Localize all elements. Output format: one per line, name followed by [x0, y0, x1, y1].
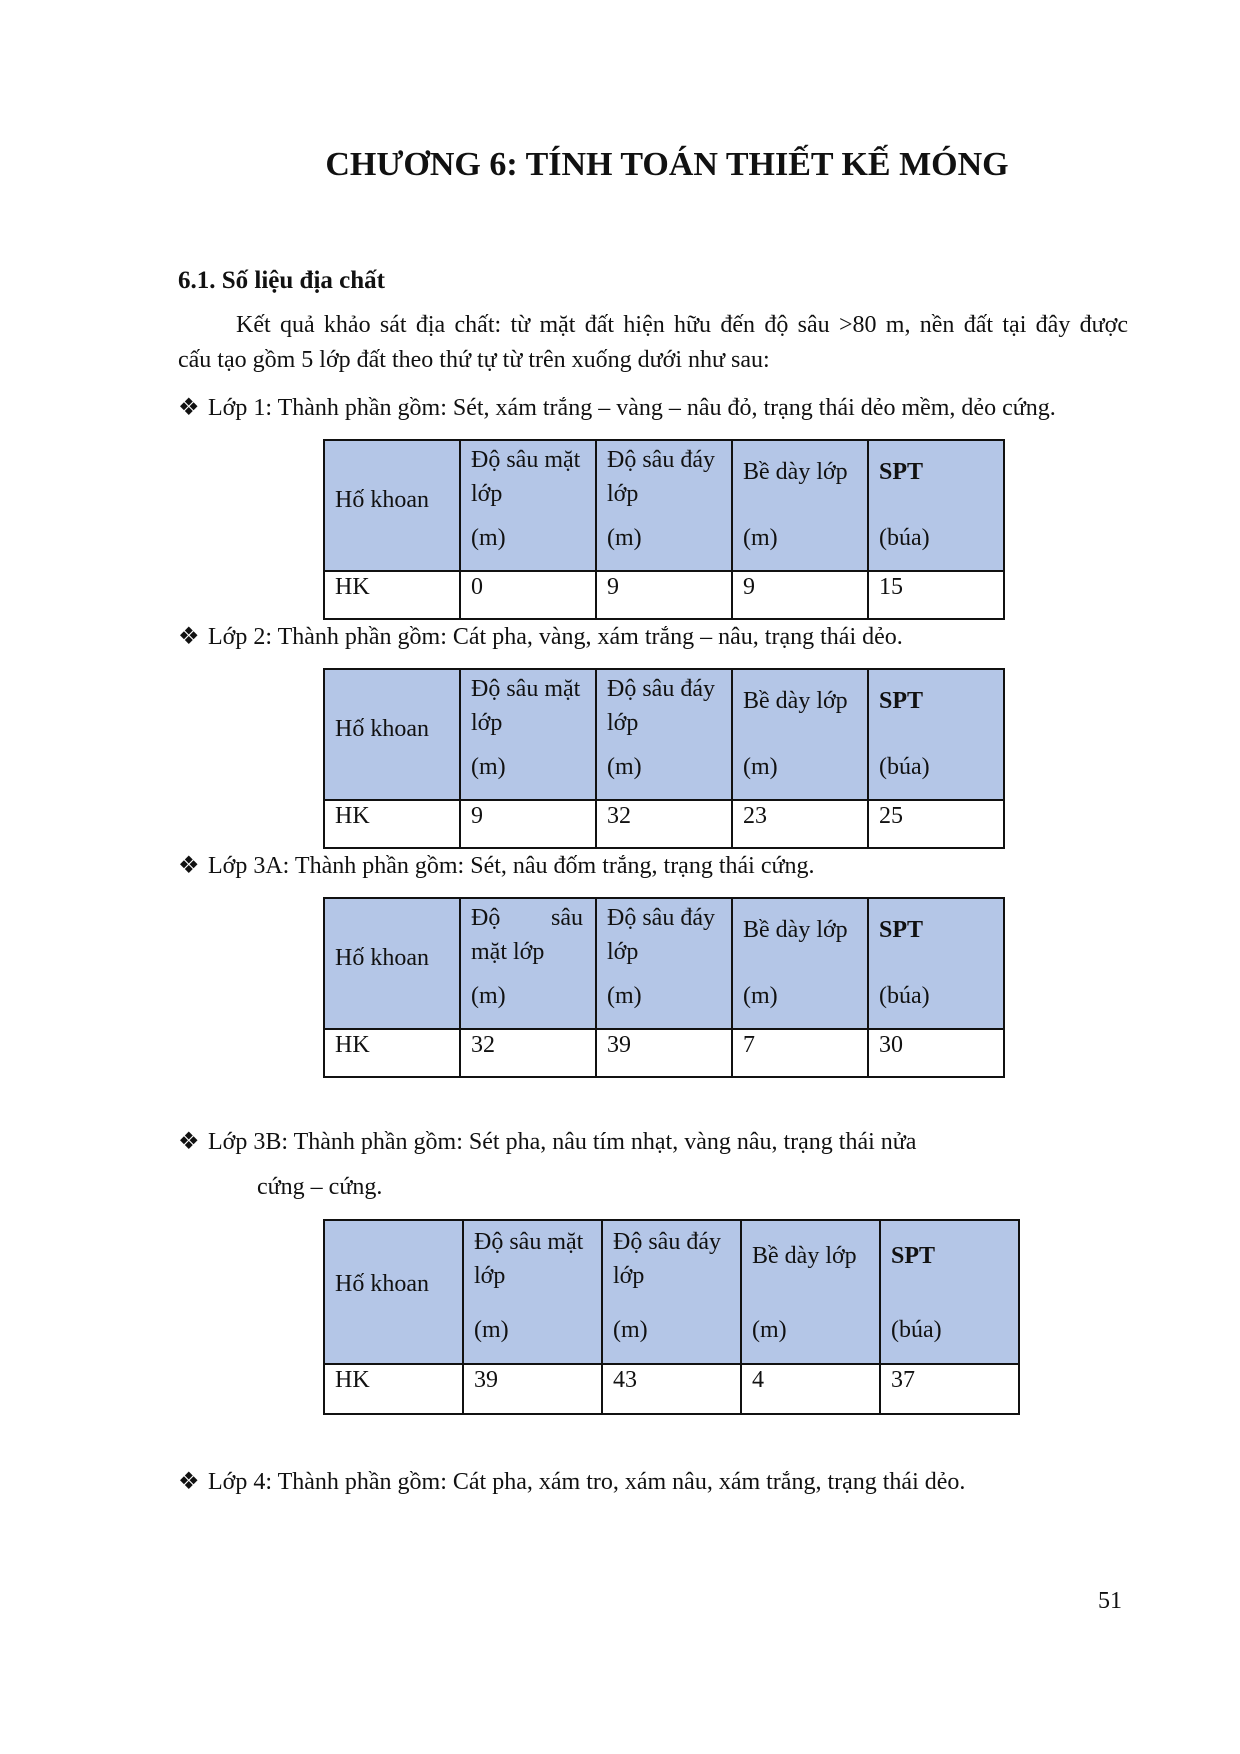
table-header-row	[324, 440, 1004, 571]
cell-thickness: 23	[732, 800, 868, 848]
header-bottom-depth: Độ sâu đáy lớp (m)	[596, 669, 732, 800]
header-spt: SPT (búa)	[868, 898, 1004, 1029]
layer-3a-label: Lớp 3A: Thành phần gồm: Sét, nâu đốm trắng, trạng thái cứng.	[208, 853, 815, 879]
layer-3b-table	[323, 1219, 1020, 1415]
cell-spt: 25	[868, 800, 1004, 848]
header-thickness: Bề dày lớp (m)	[732, 440, 868, 571]
cell-thickness: 9	[732, 571, 868, 619]
cell-bottom: 9	[596, 571, 732, 619]
layer-1-label: Lớp 1: Thành phần gồm: Sét, xám trắng – vàng – nâu đỏ, trạng thái dẻo mềm, dẻo cứng.	[208, 395, 1056, 421]
layer-4-label: Lớp 4: Thành phần gồm: Cát pha, xám tro, xám nâu, xám trắng, trạng thái dẻo.	[208, 1469, 966, 1495]
intro-line-1: Kết quả khảo sát địa chất: từ mặt đất hiện hữu đến độ sâu >80 m, nền đất tại đây được	[236, 312, 1128, 338]
cell-thickness: 7	[732, 1029, 868, 1077]
section-title: 6.1. Số liệu địa chất	[178, 267, 385, 294]
header-spt: SPT (búa)	[868, 669, 1004, 800]
cell-top: 32	[460, 1029, 596, 1077]
layer-2-table	[323, 668, 1005, 849]
layer-3a-table	[323, 897, 1005, 1078]
layer-3b-label-continued: cứng – cứng.	[257, 1174, 383, 1200]
layer-2-label: Lớp 2: Thành phần gồm: Cát pha, vàng, xám trắng – nâu, trạng thái dẻo.	[208, 624, 903, 650]
header-thickness: Bề dày lớp (m)	[732, 898, 868, 1029]
header-borehole: Hố khoan	[324, 669, 460, 800]
cell-borehole: HK	[324, 571, 460, 619]
table-row	[324, 571, 1004, 619]
table-row	[324, 1364, 1019, 1414]
header-spt: SPT (búa)	[868, 440, 1004, 571]
bullet-icon: ❖	[178, 624, 200, 650]
cell-top: 9	[460, 800, 596, 848]
table-header-row	[324, 1220, 1019, 1364]
cell-borehole: HK	[324, 800, 460, 848]
header-top-depth: Độ sâu mặt lớp (m)	[463, 1220, 602, 1364]
table-header-row	[324, 898, 1004, 1029]
cell-spt: 15	[868, 571, 1004, 619]
layer-2-description	[178, 622, 903, 651]
header-borehole: Hố khoan	[324, 898, 460, 1029]
header-top-depth: Độ sâu mặt lớp (m)	[460, 669, 596, 800]
cell-top: 0	[460, 571, 596, 619]
table-row	[324, 800, 1004, 848]
header-bottom-depth: Độ sâu đáy lớp (m)	[602, 1220, 741, 1364]
table-header-row	[324, 669, 1004, 800]
header-top-depth: Độ sâu mặt lớp (m)	[460, 898, 596, 1029]
header-top-depth: Độ sâu mặt lớp (m)	[460, 440, 596, 571]
intro-line-2: cấu tạo gồm 5 lớp đất theo thứ tự từ trên xuống dưới như sau:	[178, 347, 770, 373]
layer-4-description	[178, 1467, 965, 1496]
layer-3b-label: Lớp 3B: Thành phần gồm: Sét pha, nâu tím nhạt, vàng nâu, trạng thái nửa	[208, 1129, 917, 1155]
header-borehole: Hố khoan	[324, 1220, 463, 1364]
cell-bottom: 32	[596, 800, 732, 848]
intro-paragraph	[178, 308, 1128, 378]
layer-3a-description	[178, 851, 814, 880]
cell-bottom: 43	[602, 1364, 741, 1414]
header-bottom-depth: Độ sâu đáy lớp (m)	[596, 898, 732, 1029]
header-borehole: Hố khoan	[324, 440, 460, 571]
bullet-icon: ❖	[178, 395, 200, 421]
cell-thickness: 4	[741, 1364, 880, 1414]
header-spt: SPT (búa)	[880, 1220, 1019, 1364]
layer-1-table	[323, 439, 1005, 620]
layer-3b-description	[178, 1127, 916, 1156]
cell-bottom: 39	[596, 1029, 732, 1077]
bullet-icon: ❖	[178, 1129, 200, 1155]
cell-top: 39	[463, 1364, 602, 1414]
header-thickness: Bề dày lớp (m)	[741, 1220, 880, 1364]
cell-spt: 37	[880, 1364, 1019, 1414]
bullet-icon: ❖	[178, 1469, 200, 1495]
page-number: 51	[1098, 1588, 1122, 1614]
cell-borehole: HK	[324, 1364, 463, 1414]
chapter-title: CHƯƠNG 6: TÍNH TOÁN THIẾT KẾ MÓNG	[325, 146, 1009, 183]
table-row	[324, 1029, 1004, 1077]
header-bottom-depth: Độ sâu đáy lớp (m)	[596, 440, 732, 571]
layer-1-description	[178, 393, 1056, 422]
bullet-icon: ❖	[178, 853, 200, 879]
cell-borehole: HK	[324, 1029, 460, 1077]
header-thickness: Bề dày lớp (m)	[732, 669, 868, 800]
cell-spt: 30	[868, 1029, 1004, 1077]
